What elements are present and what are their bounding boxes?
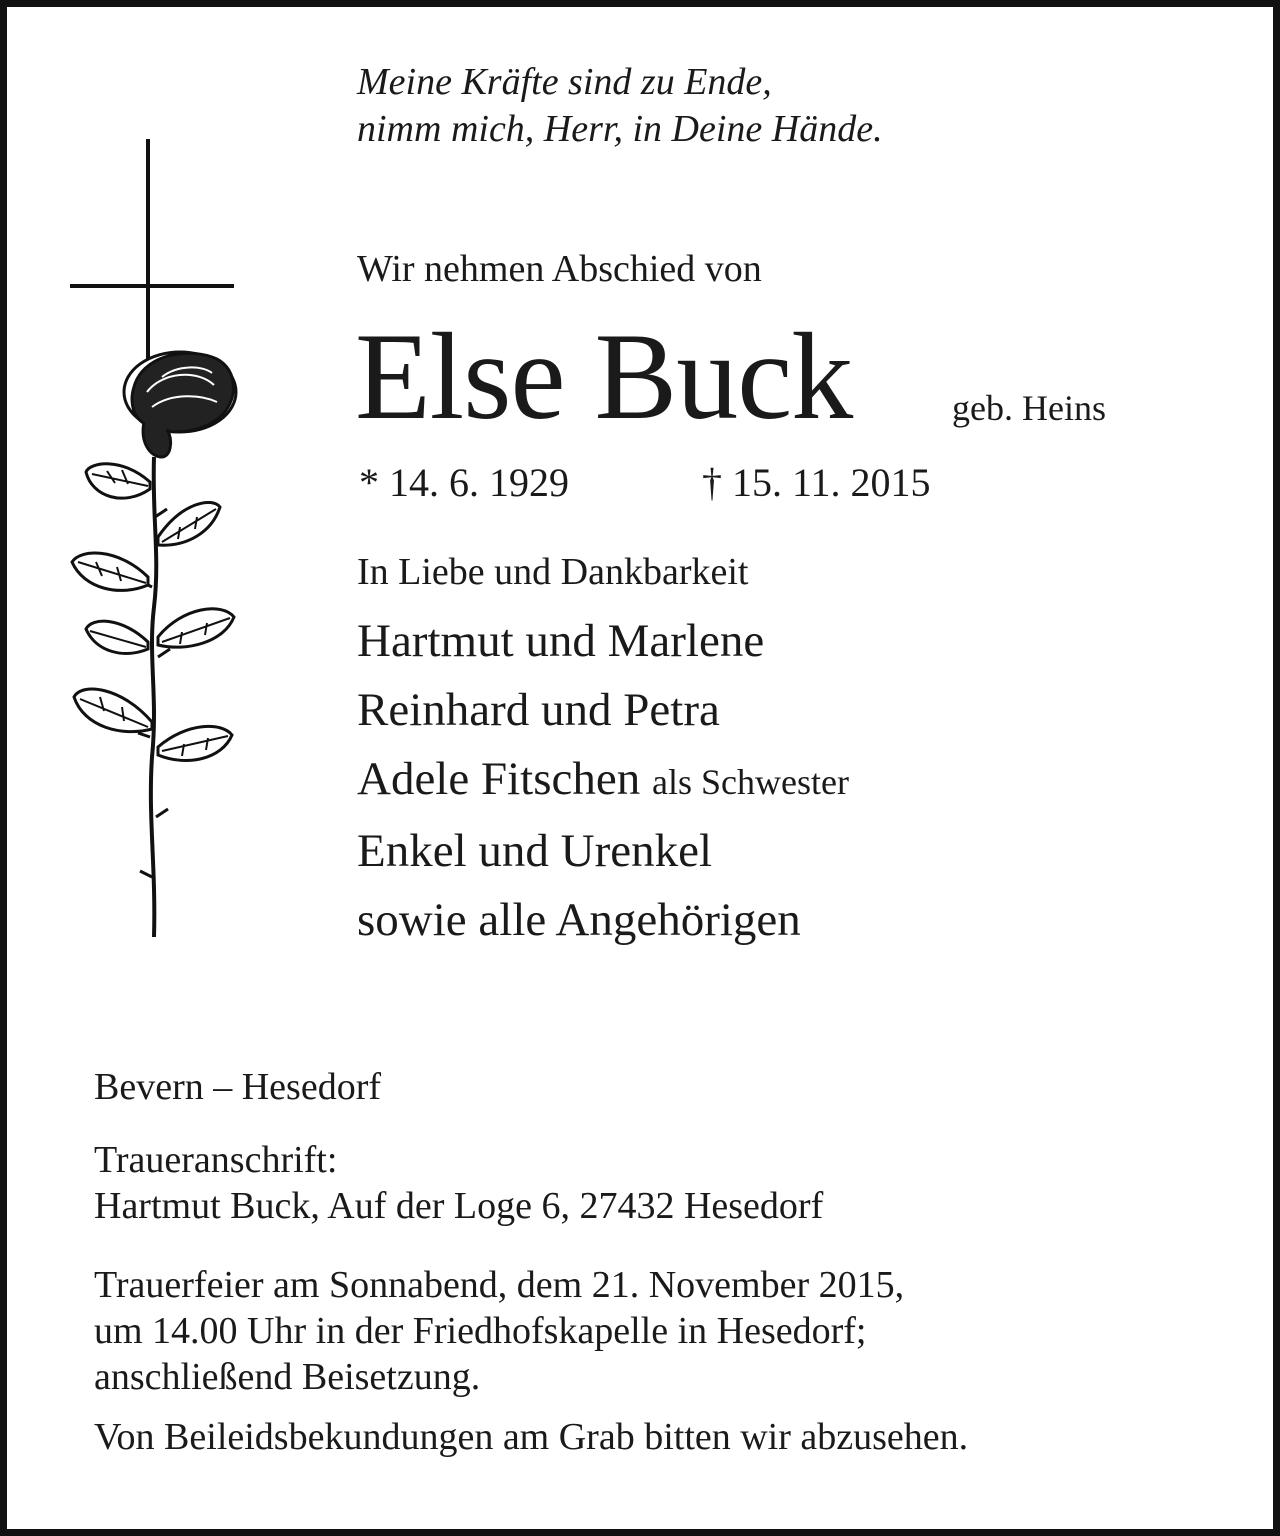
motto-line: nimm mich, Herr, in Deine Hände. (357, 108, 883, 150)
mourners-list (357, 607, 849, 955)
mourner-row (357, 886, 849, 955)
mourner-row (357, 676, 849, 745)
cross-icon (70, 139, 234, 382)
mourning-address (94, 1137, 823, 1229)
rose-icon (72, 352, 236, 937)
cross-rose-icon (62, 137, 252, 957)
ceremony-line: Trauerfeier am Sonnabend, dem 21. November 2015, (94, 1264, 905, 1306)
love-line: In Liebe und Dankbarkeit (357, 551, 749, 593)
address-value: Hartmut Buck, Auf der Loge 6, 27432 Hesedorf (94, 1185, 824, 1227)
mourner-name: Adele Fitschen (357, 753, 641, 805)
mourner-name: Reinhard und Petra (357, 684, 720, 736)
ceremony-line: um 14.00 Uhr in der Friedhofskapelle in Hesedorf; (94, 1310, 867, 1352)
final-note: Von Beileidsbekundungen am Grab bitten wir abzusehen. (94, 1416, 969, 1458)
address-label: Traueranschrift: (94, 1139, 338, 1181)
motto (357, 59, 883, 153)
mourner-name: Enkel und Urenkel (357, 825, 713, 877)
mourner-row (357, 817, 849, 886)
mourner-name: Hartmut und Marlene (357, 615, 765, 667)
mourner-row (357, 607, 849, 676)
mourner-note: als Schwester (652, 762, 849, 802)
ceremony-info (94, 1262, 904, 1400)
mourner-name: sowie alle Angehörigen (357, 894, 801, 946)
maiden-name: geb. Heins (952, 388, 1106, 428)
ceremony-line: anschließend Beisetzung. (94, 1356, 481, 1398)
birth-date: * 14. 6. 1929 (359, 460, 569, 505)
motto-line: Meine Kräfte sind zu Ende, (357, 61, 772, 103)
intro-text: Wir nehmen Abschied von (357, 248, 762, 290)
deceased-name: Else Buck (355, 308, 853, 445)
mourner-row (357, 745, 849, 817)
death-date: † 15. 11. 2015 (702, 460, 931, 505)
place-line: Bevern – Hesedorf (94, 1066, 382, 1108)
